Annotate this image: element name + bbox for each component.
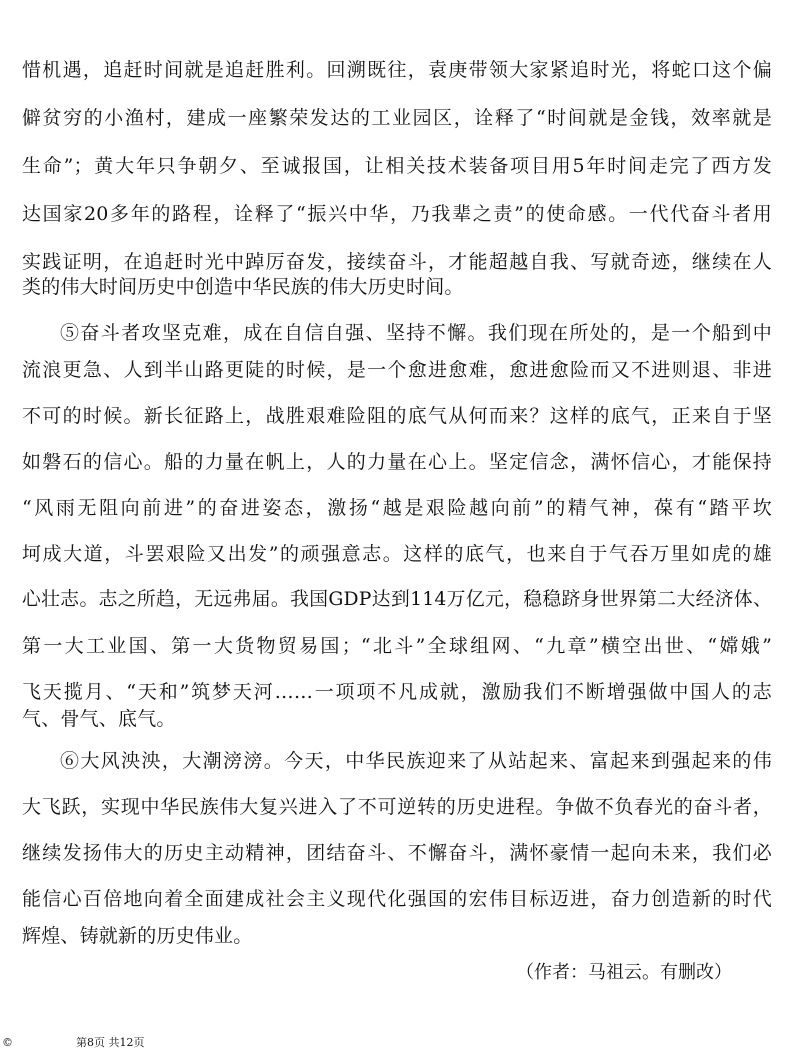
- text-line: 大飞跃，实现中华民族伟大复兴进入了不可逆转的历史进程。争做不负春光的奋斗者，: [22, 796, 772, 818]
- text-line: 生命”；黄大年只争朝夕、至诚报国，让相关技术装备项目用5年时间走完了西方发: [22, 155, 772, 177]
- text-line: 能信心百倍地向着全面建成社会主义现代化强国的宏伟目标迈进，奋力创造新的时代: [22, 888, 772, 910]
- text-line: 达国家20多年的路程，诠释了“振兴中华，乃我辈之责”的使命感。一代代奋斗者用: [22, 203, 772, 225]
- text-line: 实践证明，在追赶时光中踔厉奋发，接续奋斗，才能超越自我、写就奇迹，继续在人: [22, 251, 772, 273]
- text-line: “风雨无阻向前进”的奋进姿态，激扬“越是艰险越向前”的精气神，葆有“踏平坎: [22, 497, 772, 519]
- paragraph-first-line: ⑥大风泱泱，大潮滂滂。今天，中华民族迎来了从站起来、富起来到强起来的伟: [60, 750, 772, 772]
- copyright-icon: ©: [2, 1036, 13, 1049]
- text-line: 僻贫穷的小渔村，建成一座繁荣发达的工业园区，诠释了“时间就是金钱，效率就是: [22, 107, 772, 129]
- text-line: 不可的时候。新长征路上，战胜艰难险阻的底气从何而来？这样的底气，正来自于坚: [22, 405, 772, 427]
- text-line: 第一大工业国、第一大货物贸易国；“北斗”全球组网、“九章”横空出世、“嫦娥”: [22, 635, 772, 657]
- text-line: 类的伟大时间历史中创造中华民族的伟大历史时间。: [22, 276, 464, 298]
- text-line: 气、骨气、底气。: [22, 708, 176, 730]
- page-number: 第8页 共12页: [76, 1036, 145, 1049]
- text-line: 心壮志。志之所趋，无远弗届。我国GDP达到114万亿元，稳稳跻身世界第二大经济体、: [22, 589, 772, 610]
- author-attribution: （作者：马祖云。有删改）: [516, 962, 732, 983]
- text-line: 辉煌、铸就新的历史伟业。: [22, 925, 253, 947]
- text-line: 继续发扬伟大的历史主动精神，团结奋斗、不懈奋斗，满怀豪情一起向未来，我们必: [22, 842, 772, 864]
- text-line: 坷成大道，斗罢艰险又出发”的顽强意志。这样的底气，也来自于气吞万里如虎的雄: [22, 543, 772, 565]
- page-footer: [0, 1034, 794, 1052]
- paragraph-first-line: ⑤奋斗者攻坚克难，成在自信自强、坚持不懈。我们现在所处的，是一个船到中: [60, 322, 772, 344]
- text-line: 惜机遇，追赶时间就是追赶胜利。回溯既往，袁庚带领大家紧追时光，将蛇口这个偏: [22, 59, 772, 81]
- text-line: 流浪更急、人到半山路更陡的时候，是一个愈进愈难，愈进愈险而又不进则退、非进: [22, 359, 772, 381]
- text-line: 飞天揽月、“天和”筑梦天河……一项项不凡成就，激励我们不断增强做中国人的志: [22, 681, 772, 703]
- text-line: 如磐石的信心。船的力量在帆上，人的力量在心上。坚定信念，满怀信心，才能保持: [22, 451, 772, 473]
